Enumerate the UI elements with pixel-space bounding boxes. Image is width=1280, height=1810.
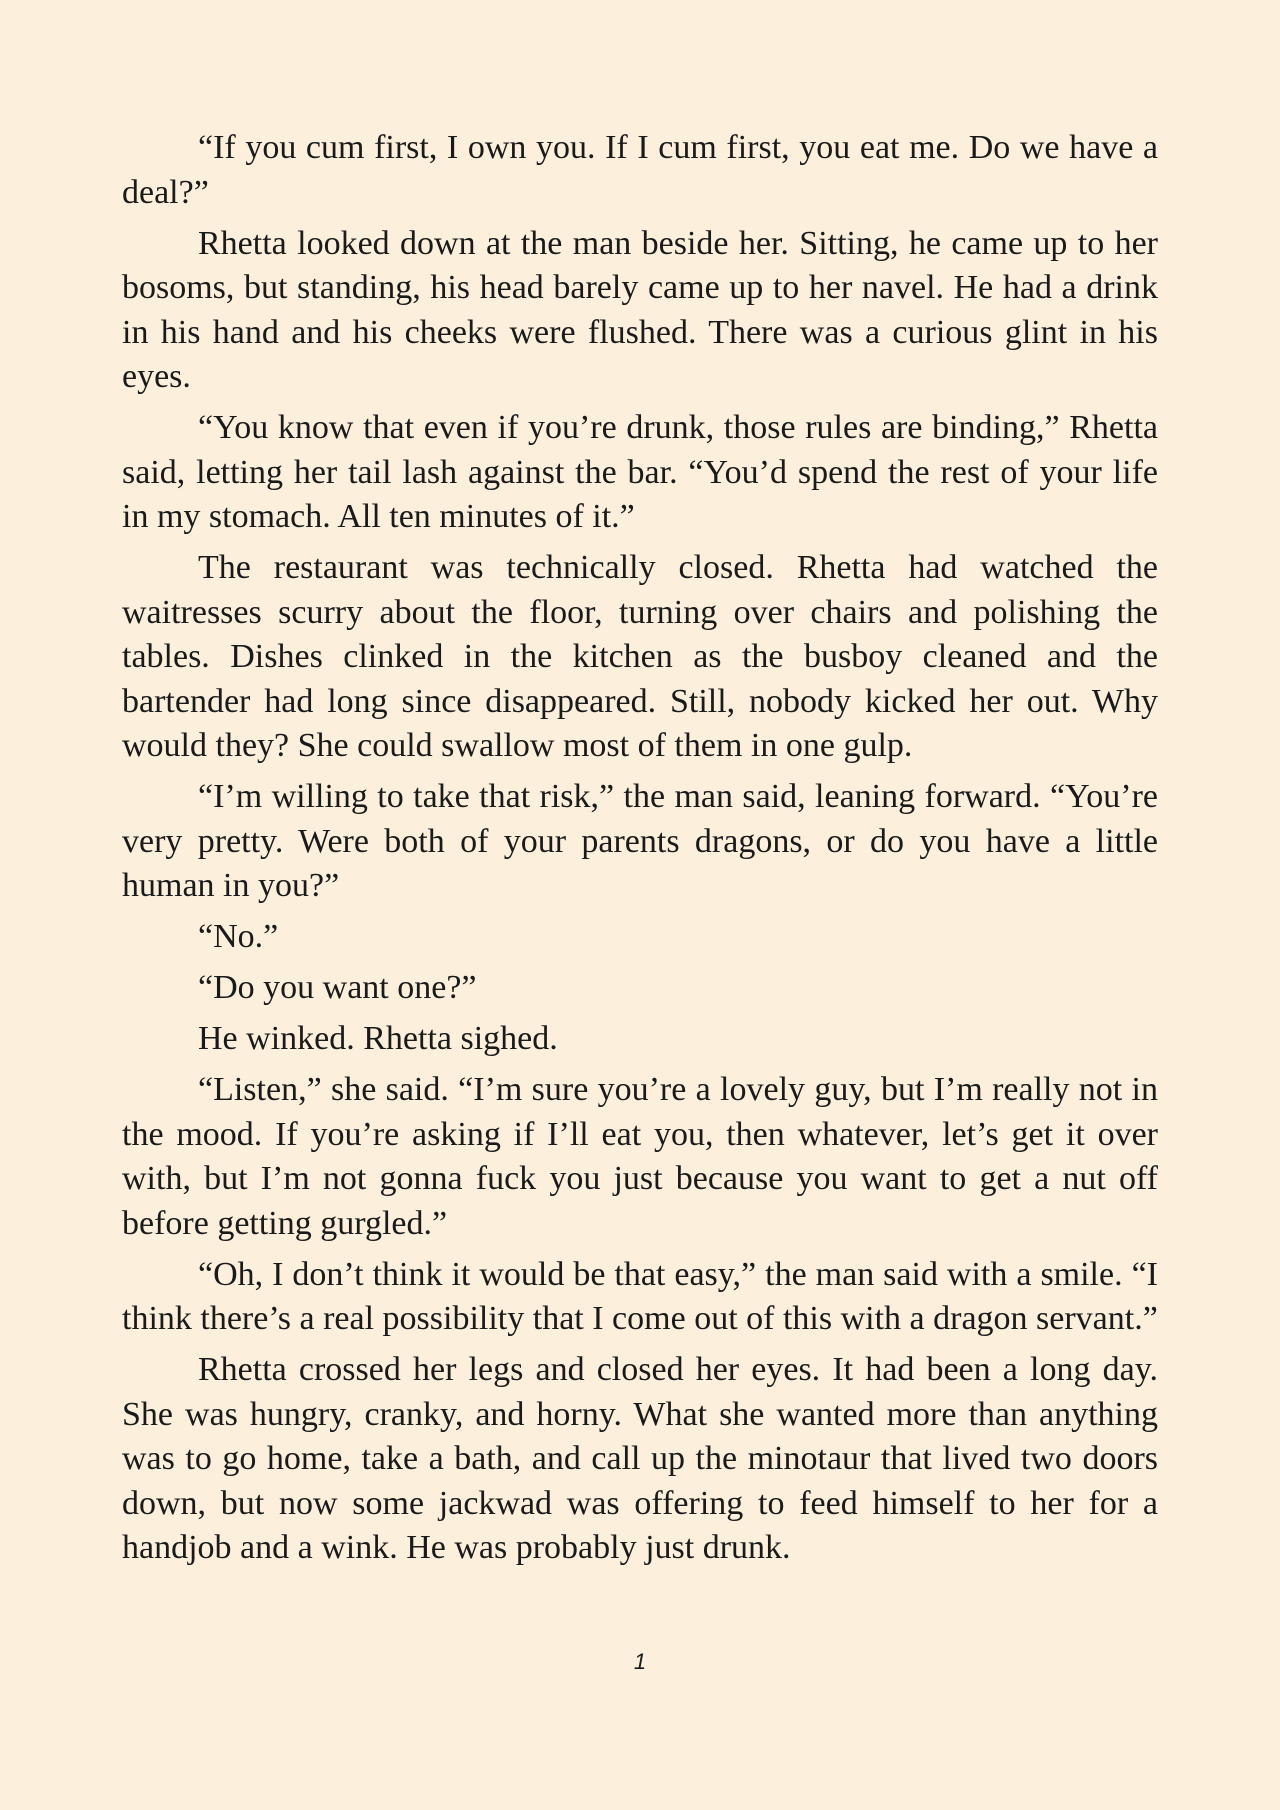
paragraph: He winked. Rhetta sighed. bbox=[198, 1020, 558, 1057]
paragraph: Rhetta looked down at the man beside her. Sitting, he came up to her bosoms, but standing, his head barely came up to her navel. He had a drink in his hand and his cheeks were flushed. There was a curious glint in his eyes. bbox=[122, 224, 1158, 395]
paragraph: “No.” bbox=[198, 918, 279, 955]
page-body bbox=[122, 126, 1158, 1577]
paragraph: “I’m willing to take that risk,” the man said, leaning forward. “You’re very pretty. Were both of your parents dragons, or do you have a little human in you?” bbox=[122, 778, 1158, 904]
paragraph: “Do you want one?” bbox=[198, 969, 477, 1006]
paragraph: The restaurant was technically closed. Rhetta had watched the waitresses scurry about the floor, turning over chairs and polishing the tables. Dishes clinked in the kitchen as the busboy cleaned and the bartender had long since disappeared. Still, nobody kicked her out. Why would they? She could swallow most of them in one gulp. bbox=[122, 549, 1158, 764]
paragraph: “You know that even if you’re drunk, those rules are binding,” Rhetta said, letting her tail lash against the bar. “You’d spend the rest of your life in my stomach. All ten minutes of it.” bbox=[122, 409, 1158, 535]
paragraph: “Oh, I don’t think it would be that easy,” the man said with a smile. “I think there’s a real possibility that I come out of this with a dragon servant.” bbox=[122, 1255, 1158, 1337]
paragraph: “Listen,” she said. “I’m sure you’re a lovely guy, but I’m really not in the mood. If you’re asking if I’ll eat you, then whatever, let’s get it over with, but I’m not gonna fuck you just because you want to get a nut off before getting gurgled.” bbox=[122, 1071, 1158, 1242]
paragraph: Rhetta crossed her legs and closed her eyes. It had been a long day. She was hungry, cranky, and horny. What she wanted more than anything was to go home, take a bath, and call up the minotaur that lived two doors down, but now some jackwad was offering to feed himself to her for a handjob and a wink. He was probably just drunk. bbox=[122, 1351, 1158, 1566]
paragraph: “If you cum first, I own you. If I cum first, you eat me. Do we have a deal?” bbox=[122, 129, 1158, 211]
page-number: 1 bbox=[633, 1649, 647, 1674]
